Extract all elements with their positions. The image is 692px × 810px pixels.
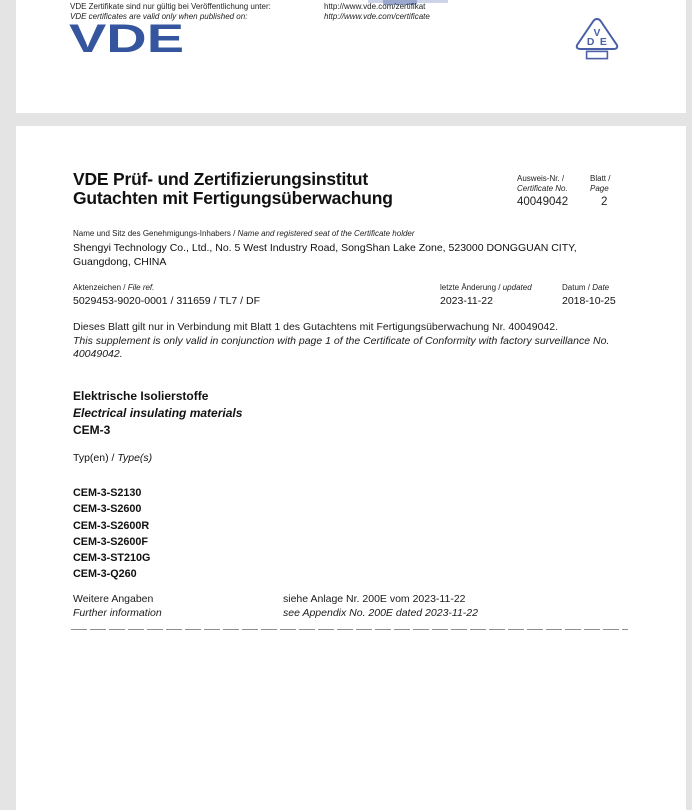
fileref-label-en: File ref. xyxy=(127,283,155,292)
vde-triangle-mark xyxy=(573,16,621,67)
updated-label xyxy=(440,283,532,293)
date-label-en: Date xyxy=(592,283,610,292)
footer-urls xyxy=(324,2,430,22)
further-info-value xyxy=(283,593,478,620)
further-info-label-en: Further information xyxy=(73,606,162,619)
subject-heading-de: Elektrische Isolierstoffe xyxy=(73,389,209,403)
type-list-item: CEM-3-ST210G xyxy=(73,552,151,565)
fileref-value: 5029453-9020-0001 / 311659 / TL7 / DF xyxy=(73,295,261,307)
sheet-number-block xyxy=(590,174,610,207)
subject-heading-en: Electrical insulating materials xyxy=(73,406,243,420)
types-label-de: Typ(en) / xyxy=(73,452,118,464)
validity-note-en-line2: 40049042. xyxy=(73,348,123,360)
holder-address-line1: Shengyi Technology Co., Ltd., No. 5 West Industry Road, SongShan Lake Zone, 523000 DONGGUAN CITY, xyxy=(73,242,577,254)
subject-category: CEM-3 xyxy=(73,423,111,437)
document-title-line2: Gutachten mit Fertigungsüberwachung xyxy=(73,188,393,208)
holder-address-line2: Guangdong, CHINA xyxy=(73,256,167,268)
types-label xyxy=(73,451,152,465)
mark-letter-d: D xyxy=(586,37,595,48)
fileref-label-de: Aktenzeichen / xyxy=(73,283,128,292)
type-list xyxy=(73,485,150,583)
type-list-item: CEM-3-S2600F xyxy=(73,535,149,548)
sheet-label-en: Page xyxy=(590,184,609,193)
sheet-number-value: 2 xyxy=(601,196,608,208)
type-list-item: CEM-3-S2130 xyxy=(73,487,142,499)
updated-label-en: updated xyxy=(502,283,532,292)
mark-pedestal xyxy=(587,51,608,58)
type-list-item: CEM-3-Q260 xyxy=(73,568,137,581)
date-label-de: Datum / xyxy=(562,283,593,292)
holder-label-en: Name and registered seat of the Certificate holder xyxy=(237,229,415,238)
sheet-label-de: Blatt / xyxy=(590,174,611,183)
validity-note xyxy=(73,321,609,362)
certificate-number-value: 40049042 xyxy=(517,196,569,208)
validity-note-de: Dieses Blatt gilt nur in Verbindung mit Blatt 1 des Gutachtens mit Fertigungsüberwachung Nr. 40049042. xyxy=(73,321,559,333)
mark-letter-e: E xyxy=(599,37,607,48)
further-info-label xyxy=(73,593,162,620)
vde-logo-text: VDE xyxy=(69,21,184,59)
further-info-value-de: siehe Anlage Nr. 200E vom 2023-11-22 xyxy=(283,593,466,605)
page-1-fragment xyxy=(16,0,686,113)
page-2-certificate xyxy=(16,126,686,810)
certificate-number-label-en: Certificate No. xyxy=(517,184,568,193)
further-info-value-en: see Appendix No. 200E dated 2023-11-22 xyxy=(283,606,478,619)
validity-note-en-line1: This supplement is only valid in conjunction with page 1 of the Certificate of Conformity with factory surveillance No. xyxy=(73,334,610,347)
type-list-item: CEM-3-S2600 xyxy=(73,503,142,516)
footer-note-de: VDE Zertifikate sind nur gültig bei Veröffentlichung unter: xyxy=(70,2,271,11)
updated-value: 2023-11-22 xyxy=(440,295,493,307)
footer-validity-note xyxy=(70,2,271,22)
further-info-label-de: Weitere Angaben xyxy=(73,593,154,605)
footer-note-en: VDE certificates are valid only when published on: xyxy=(70,12,248,21)
vde-logo xyxy=(69,21,194,64)
date-label xyxy=(562,283,609,293)
document-title xyxy=(73,170,393,208)
date-value: 2018-10-25 xyxy=(562,295,616,307)
footer-url-en: http://www.vde.com/certificate xyxy=(324,12,430,21)
certificate-number-block xyxy=(517,174,568,207)
certificate-number-label-de: Ausweis-Nr. / xyxy=(517,174,565,183)
mark-letter-v: V xyxy=(593,28,601,40)
holder-label xyxy=(73,229,415,239)
vde-triangle-mark-icon xyxy=(573,16,621,62)
holder-address xyxy=(73,241,577,269)
types-label-en: Type(s) xyxy=(117,452,153,464)
divider-dashed-line xyxy=(71,629,628,630)
holder-label-de: Name und Sitz des Genehmigungs-Inhabers / xyxy=(73,229,238,238)
document-title-line1: VDE Prüf- und Zertifizierungsinstitut xyxy=(73,169,368,189)
footer-url-de: http://www.vde.com/zertifikat xyxy=(324,2,426,11)
fileref-label xyxy=(73,283,154,293)
subject-heading xyxy=(73,388,242,439)
updated-label-de: letzte Änderung / xyxy=(440,283,503,292)
type-list-item: CEM-3-S2600R xyxy=(73,519,150,532)
vde-logo-icon xyxy=(69,21,194,59)
